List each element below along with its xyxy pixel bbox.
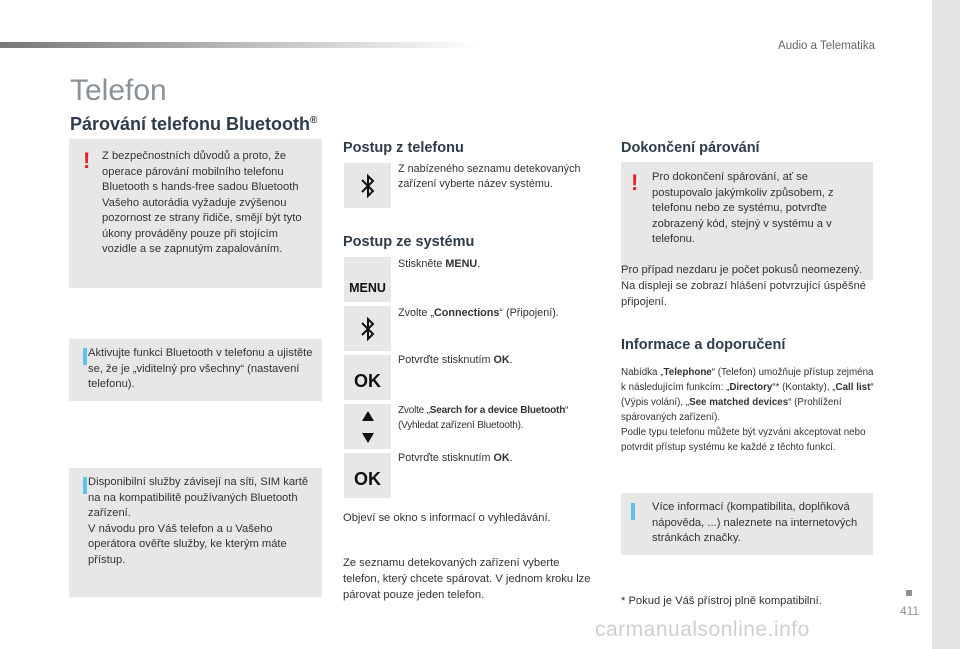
header-gradient-bar xyxy=(0,42,480,48)
services-info-text: Disponibilní služby závisejí na síti, SIM kartě na na kompatibilitě používaných Bluetooth zařízení. V návodu pro Váš telefon a u Vašeho operátora ověřte služby, ke kterým máte přístup. xyxy=(88,476,309,566)
information-heading: Informace a doporučení xyxy=(621,337,786,353)
bluetooth-icon xyxy=(344,306,391,351)
more-info-text: Více informací (kompatibilita, doplňková nápověda, ...) naleznete na internetových stránkách značky. xyxy=(652,501,858,544)
page-side-strip xyxy=(932,0,960,649)
page-number: 411 xyxy=(900,604,920,618)
step-search-device: Zvolte „Search for a device Bluetooth“ (Vyhledat zařízení Bluetooth). xyxy=(398,405,569,431)
step-confirm-ok: Potvrďte stisknutím OK. xyxy=(398,452,513,464)
menu-button-icon: MENU xyxy=(344,257,391,302)
safety-warning-text: Z bezpečnostních důvodů a proto, že operace párování mobilního telefonu Bluetooth s hands-free sadou Bluetooth Vašeho autorádia vyžaduje zvýšenou pozornost ze strany řidiče, smějí být tyto úkony prováděny pouze při stojícím vozidle a se zapnutým zapalováním. xyxy=(102,150,302,255)
select-phone-text: Ze seznamu detekovaných zařízení vyberte telefon, který chcete spárovat. V jednom kroku lze párovat pouze jeden telefon. xyxy=(343,557,591,601)
system-procedure-heading: Postup ze systému xyxy=(343,234,475,250)
phone-procedure-heading: Postup z telefonu xyxy=(343,140,464,156)
completion-warning-text: Pro dokončení spárování, ať se postupovalo jakýmkoliv způsobem, z telefonu nebo ze systému, potvrďte zobrazený kód, stejný v systému a v telefonu. xyxy=(652,171,834,245)
safety-warning-box xyxy=(69,139,322,288)
page-title: Telefon xyxy=(70,74,167,107)
services-info-box xyxy=(69,468,322,597)
info-mark-icon xyxy=(83,477,87,494)
info-mark-icon xyxy=(631,503,635,520)
warning-mark-icon: ! xyxy=(631,170,639,195)
step-select-connections: Zvolte „Connections“ (Připojení). xyxy=(398,307,559,319)
warning-mark-icon: ! xyxy=(83,148,91,173)
bluetooth-visibility-info-box xyxy=(69,339,322,401)
section-header: Audio a Telematika xyxy=(778,40,875,52)
phone-procedure-step: Z nabízeného seznamu detekovaných zařízení vyberte název systému. xyxy=(398,163,581,190)
info-mark-icon xyxy=(83,348,87,365)
step-confirm-ok: Potvrďte stisknutím OK. xyxy=(398,354,513,366)
failure-info-text: Pro případ nezdaru je počet pokusů neomezený. Na displeji se zobrazí hlášení potvrzující úspěšné připojení. xyxy=(621,264,867,308)
search-window-text: Objeví se okno s informací o vyhledávání. xyxy=(343,512,551,524)
more-info-box xyxy=(621,493,873,555)
page-number-marker xyxy=(906,590,912,596)
watermark: carmanualsonline.info xyxy=(595,618,810,641)
ok-button-icon: OK xyxy=(344,453,391,498)
ok-button-icon: OK xyxy=(344,355,391,400)
footnote: * Pokud je Váš přístroj plně kompatibilní. xyxy=(621,595,822,607)
bluetooth-visibility-text: Aktivujte funkci Bluetooth v telefonu a ujistěte se, že je „viditelný pro všechny“ (nastavení telefonu). xyxy=(88,347,313,390)
bluetooth-icon xyxy=(344,163,391,208)
section-subtitle: Párování telefonu Bluetooth® xyxy=(70,114,318,134)
completion-heading: Dokončení párování xyxy=(621,140,760,156)
step-press-menu: Stiskněte MENU. xyxy=(398,258,481,270)
up-down-arrows-icon xyxy=(344,404,391,449)
telephone-menu-info: Nabídka „Telephone“ (Telefon) umožňuje přístup zejména k následujícím funkcím: „Directory“* (Kontakty), „Call list“ (Výpis volání), „See matched devices“ (Prohlížení spárovaných zařízení). Podle typu telefonu můžete být vyzváni akceptovat nebo potvrdit přístup systému ke každé z těchto funkcí. xyxy=(621,367,874,453)
